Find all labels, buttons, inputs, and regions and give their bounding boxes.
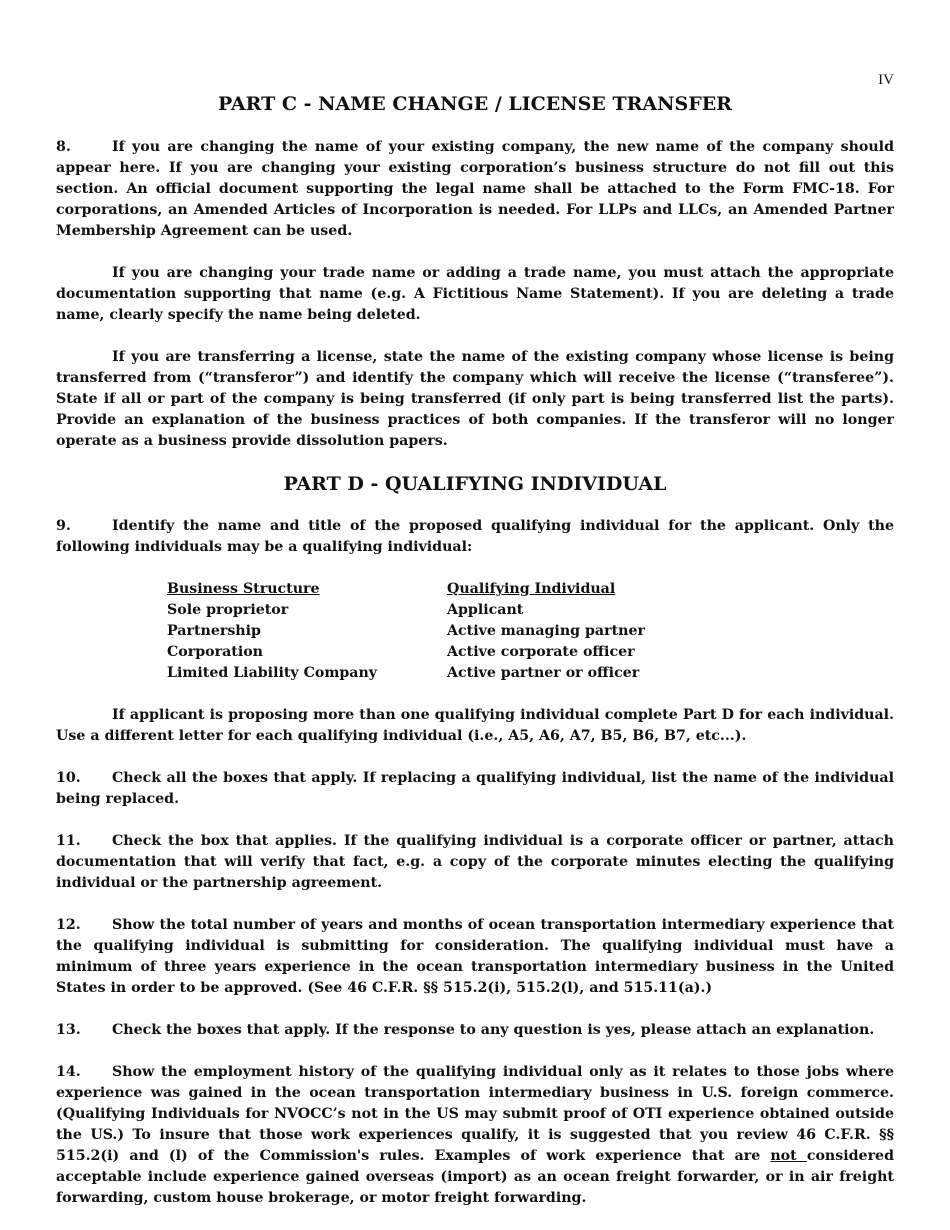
- item-11-number: 11.: [56, 833, 81, 849]
- item-8-paragraph: [56, 137, 894, 242]
- item-10-paragraph: [56, 768, 894, 810]
- header-business-structure: Business Structure: [167, 581, 320, 597]
- transfer-paragraph: If you are transferring a license, state the name of the existing company whose license is being transferred from (“transferor”) and identify the company which will receive the license (“transferee”). State if all or part of the company is being transferred (if only part is being transferred list the parts). Provide an explanation of the business practices of both companies. If the transferor will no longer operate as a business provide dissolution papers.: [56, 349, 894, 449]
- item-12-number: 12.: [56, 917, 81, 933]
- item-14-text-b: considered acceptable include experience gained overseas (import) as an ocean freight forwarder, or in air freight forwarding, custom house brokerage, or motor freight forwarding.: [56, 1148, 894, 1206]
- item-9-paragraph: [56, 516, 894, 558]
- item-14-number: 14.: [56, 1064, 81, 1080]
- item-13-text: Check the boxes that apply. If the response to any question is yes, please attach an explanation.: [112, 1022, 875, 1038]
- item-8-text: If you are changing the name of your existing company, the new name of the company should appear here. If you are changing your existing corporation’s business structure do not fill out this section. An official document supporting the legal name shall be attached to the Form FMC-18. For corporations, an Amended Articles of Incorporation is needed. For LLPs and LLCs, an Amended Partner Membership Agreement can be used.: [56, 139, 894, 239]
- table-row: [167, 600, 645, 621]
- table-row: [167, 663, 645, 684]
- part-d-heading: PART D - QUALIFYING INDIVIDUAL: [283, 473, 667, 495]
- qualifying-individual-table: [167, 579, 645, 684]
- item-14-text-a: Show the employment history of the qualifying individual only as it relates to those jobs where experience was gained in the ocean transportation intermediary business in U.S. foreign commerce. (Qualifying Individuals for NVOCC’s not in the US may submit proof of OTI experience obtained outside the US.) To insure that those work experiences qualify, it is suggested that you review 46 C.F.R. §§ 515.2(i) and (l) of the Commission's rules. Examples of work experience that are: [56, 1064, 894, 1164]
- trade-name-paragraph: If you are changing your trade name or adding a trade name, you must attach the appropriate documentation supporting that name (e.g. A Fictitious Name Statement). If you are deleting a trade name, clearly specify the name being deleted.: [56, 265, 894, 323]
- item-10-number: 10.: [56, 770, 81, 786]
- item-8-number: 8.: [56, 139, 71, 155]
- item-12-text: Show the total number of years and months of ocean transportation intermediary experience that the qualifying individual is submitting for consideration. The qualifying individual must have a minimum of three years experience in the ocean transportation intermediary business in the United States in order to be approved. (See 46 C.F.R. §§ 515.2(i), 515.2(l), and 515.11(a).): [56, 917, 894, 996]
- multiple-individuals-paragraph: If applicant is proposing more than one qualifying individual complete Part D for each individual. Use a different letter for each qualifying individual (i.e., A5, A6, A7, B5, B6, B7, etc...).: [56, 707, 894, 744]
- item-9-text: Identify the name and title of the proposed qualifying individual for the applicant. Only the following individuals may be a qualifying individual:: [56, 518, 894, 555]
- table-row: [167, 642, 645, 663]
- header-qualifying-individual: Qualifying Individual: [447, 581, 616, 597]
- cell-structure: Corporation: [167, 644, 264, 660]
- table-row: [167, 621, 645, 642]
- cell-individual: Active partner or officer: [447, 665, 640, 681]
- part-c-heading: PART C - NAME CHANGE / LICENSE TRANSFER: [218, 93, 732, 115]
- item-13-number: 13.: [56, 1022, 81, 1038]
- page-number: IV: [878, 72, 894, 88]
- cell-individual: Active corporate officer: [447, 644, 635, 660]
- item-13-paragraph: [56, 1020, 894, 1041]
- item-14-paragraph: [56, 1062, 894, 1209]
- item-11-text: Check the box that applies. If the qualifying individual is a corporate officer or partner, attach documentation that will verify that fact, e.g. a copy of the corporate minutes electing the qualifying individual or the partnership agreement.: [56, 833, 894, 891]
- cell-individual: Applicant: [447, 602, 524, 618]
- cell-individual: Active managing partner: [447, 623, 645, 639]
- item-10-text: Check all the boxes that apply. If replacing a qualifying individual, list the name of the individual being replaced.: [56, 770, 894, 807]
- item-11-paragraph: [56, 831, 894, 894]
- cell-structure: Partnership: [167, 623, 261, 639]
- table-header-row: [167, 579, 645, 600]
- cell-structure: Limited Liability Company: [167, 665, 378, 681]
- item-9-number: 9.: [56, 518, 71, 534]
- cell-structure: Sole proprietor: [167, 602, 289, 618]
- item-12-paragraph: [56, 915, 894, 999]
- document-content: [56, 90, 894, 1209]
- item-14-not-emphasis: not: [770, 1148, 807, 1164]
